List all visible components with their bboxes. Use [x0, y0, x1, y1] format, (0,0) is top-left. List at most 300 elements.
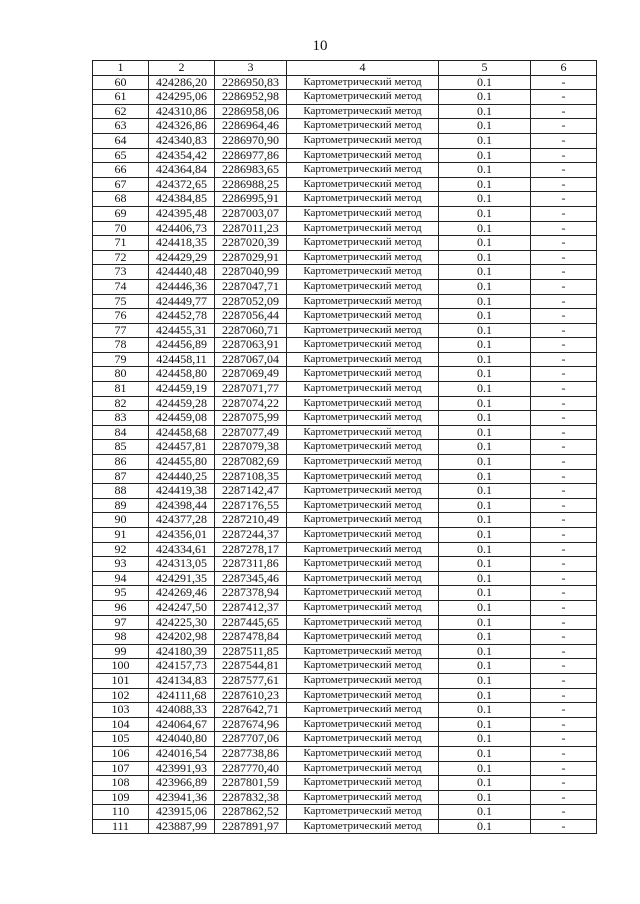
- table-row: [93, 571, 597, 586]
- table-row: [93, 790, 597, 805]
- note-cell: -: [531, 294, 597, 309]
- x-coordinate-cell: 424202,98: [149, 630, 215, 645]
- point-number-cell: 93: [93, 557, 149, 572]
- table-row: [93, 586, 597, 601]
- point-number-cell: 100: [93, 659, 149, 674]
- x-coordinate-cell: 424269,46: [149, 586, 215, 601]
- note-cell: -: [531, 192, 597, 207]
- table-row: [93, 659, 597, 674]
- method-cell: Картометрический метод: [287, 542, 439, 557]
- accuracy-cell: 0.1: [439, 600, 531, 615]
- method-cell: Картометрический метод: [287, 761, 439, 776]
- note-cell: -: [531, 630, 597, 645]
- accuracy-cell: 0.1: [439, 104, 531, 119]
- table-row: [93, 338, 597, 353]
- x-coordinate-cell: 424459,19: [149, 382, 215, 397]
- accuracy-cell: 0.1: [439, 382, 531, 397]
- y-coordinate-cell: 2287003,07: [215, 206, 287, 221]
- note-cell: -: [531, 382, 597, 397]
- y-coordinate-cell: 2287176,55: [215, 498, 287, 513]
- accuracy-cell: 0.1: [439, 703, 531, 718]
- accuracy-cell: 0.1: [439, 776, 531, 791]
- note-cell: -: [531, 571, 597, 586]
- y-coordinate-cell: 2287642,71: [215, 703, 287, 718]
- x-coordinate-cell: 424180,39: [149, 644, 215, 659]
- table-row: [93, 557, 597, 572]
- accuracy-cell: 0.1: [439, 819, 531, 834]
- table-row: [93, 513, 597, 528]
- note-cell: -: [531, 221, 597, 236]
- y-coordinate-cell: 2287074,22: [215, 396, 287, 411]
- y-coordinate-cell: 2287011,23: [215, 221, 287, 236]
- accuracy-cell: 0.1: [439, 688, 531, 703]
- x-coordinate-cell: 424384,85: [149, 192, 215, 207]
- method-cell: Картометрический метод: [287, 586, 439, 601]
- x-coordinate-cell: 424356,01: [149, 528, 215, 543]
- method-cell: Картометрический метод: [287, 732, 439, 747]
- accuracy-cell: 0.1: [439, 571, 531, 586]
- method-cell: Картометрический метод: [287, 440, 439, 455]
- method-cell: Картометрический метод: [287, 148, 439, 163]
- point-number-cell: 69: [93, 206, 149, 221]
- y-coordinate-cell: 2286970,90: [215, 133, 287, 148]
- method-cell: Картометрический метод: [287, 746, 439, 761]
- method-cell: Картометрический метод: [287, 133, 439, 148]
- point-number-cell: 103: [93, 703, 149, 718]
- note-cell: -: [531, 819, 597, 834]
- y-coordinate-cell: 2287278,17: [215, 542, 287, 557]
- table-row: [93, 148, 597, 163]
- method-cell: Картометрический метод: [287, 177, 439, 192]
- method-cell: Картометрический метод: [287, 119, 439, 134]
- y-coordinate-cell: 2287445,65: [215, 615, 287, 630]
- y-coordinate-cell: 2287047,71: [215, 279, 287, 294]
- x-coordinate-cell: 424440,25: [149, 469, 215, 484]
- point-number-cell: 80: [93, 367, 149, 382]
- point-number-cell: 68: [93, 192, 149, 207]
- note-cell: -: [531, 90, 597, 105]
- note-cell: -: [531, 265, 597, 280]
- point-number-cell: 111: [93, 819, 149, 834]
- y-coordinate-cell: 2287311,86: [215, 557, 287, 572]
- note-cell: -: [531, 659, 597, 674]
- table-row: [93, 396, 597, 411]
- method-cell: Картометрический метод: [287, 630, 439, 645]
- x-coordinate-cell: 424406,73: [149, 221, 215, 236]
- accuracy-cell: 0.1: [439, 498, 531, 513]
- accuracy-cell: 0.1: [439, 206, 531, 221]
- accuracy-cell: 0.1: [439, 528, 531, 543]
- table-row: [93, 819, 597, 834]
- y-coordinate-cell: 2287069,49: [215, 367, 287, 382]
- note-cell: -: [531, 206, 597, 221]
- y-coordinate-cell: 2287378,94: [215, 586, 287, 601]
- table-row: [93, 119, 597, 134]
- note-cell: -: [531, 644, 597, 659]
- method-cell: Картометрический метод: [287, 805, 439, 820]
- column-header-4: 4: [287, 61, 439, 76]
- point-number-cell: 92: [93, 542, 149, 557]
- x-coordinate-cell: 424455,80: [149, 455, 215, 470]
- x-coordinate-cell: 424458,80: [149, 367, 215, 382]
- x-coordinate-cell: 424458,68: [149, 425, 215, 440]
- note-cell: -: [531, 440, 597, 455]
- note-cell: -: [531, 688, 597, 703]
- point-number-cell: 75: [93, 294, 149, 309]
- y-coordinate-cell: 2286964,46: [215, 119, 287, 134]
- point-number-cell: 98: [93, 630, 149, 645]
- x-coordinate-cell: 423991,93: [149, 761, 215, 776]
- column-header-6: 6: [531, 61, 597, 76]
- accuracy-cell: 0.1: [439, 294, 531, 309]
- x-coordinate-cell: 424291,35: [149, 571, 215, 586]
- point-number-cell: 87: [93, 469, 149, 484]
- table-row: [93, 717, 597, 732]
- method-cell: Картометрический метод: [287, 469, 439, 484]
- point-number-cell: 79: [93, 352, 149, 367]
- table-row: [93, 455, 597, 470]
- method-cell: Картометрический метод: [287, 600, 439, 615]
- y-coordinate-cell: 2287244,37: [215, 528, 287, 543]
- accuracy-cell: 0.1: [439, 469, 531, 484]
- point-number-cell: 89: [93, 498, 149, 513]
- table-header-row: [93, 61, 597, 76]
- table-row: [93, 688, 597, 703]
- accuracy-cell: 0.1: [439, 279, 531, 294]
- note-cell: -: [531, 600, 597, 615]
- y-coordinate-cell: 2287079,38: [215, 440, 287, 455]
- method-cell: Картометрический метод: [287, 236, 439, 251]
- table-row: [93, 600, 597, 615]
- column-header-3: 3: [215, 61, 287, 76]
- x-coordinate-cell: 424340,83: [149, 133, 215, 148]
- table-row: [93, 75, 597, 90]
- table-row: [93, 761, 597, 776]
- note-cell: -: [531, 717, 597, 732]
- x-coordinate-cell: 424398,44: [149, 498, 215, 513]
- y-coordinate-cell: 2287029,91: [215, 250, 287, 265]
- point-number-cell: 70: [93, 221, 149, 236]
- accuracy-cell: 0.1: [439, 484, 531, 499]
- table-body: [93, 75, 597, 834]
- note-cell: -: [531, 352, 597, 367]
- y-coordinate-cell: 2287067,04: [215, 352, 287, 367]
- note-cell: -: [531, 425, 597, 440]
- y-coordinate-cell: 2287674,96: [215, 717, 287, 732]
- accuracy-cell: 0.1: [439, 411, 531, 426]
- y-coordinate-cell: 2287108,35: [215, 469, 287, 484]
- y-coordinate-cell: 2286952,98: [215, 90, 287, 105]
- x-coordinate-cell: 424440,48: [149, 265, 215, 280]
- point-number-cell: 106: [93, 746, 149, 761]
- note-cell: -: [531, 455, 597, 470]
- accuracy-cell: 0.1: [439, 659, 531, 674]
- accuracy-cell: 0.1: [439, 513, 531, 528]
- y-coordinate-cell: 2287610,23: [215, 688, 287, 703]
- table-row: [93, 250, 597, 265]
- table-row: [93, 192, 597, 207]
- y-coordinate-cell: 2287478,84: [215, 630, 287, 645]
- method-cell: Картометрический метод: [287, 513, 439, 528]
- accuracy-cell: 0.1: [439, 221, 531, 236]
- y-coordinate-cell: 2287020,39: [215, 236, 287, 251]
- x-coordinate-cell: 423887,99: [149, 819, 215, 834]
- accuracy-cell: 0.1: [439, 250, 531, 265]
- point-number-cell: 76: [93, 309, 149, 324]
- x-coordinate-cell: 424418,35: [149, 236, 215, 251]
- method-cell: Картометрический метод: [287, 294, 439, 309]
- y-coordinate-cell: 2287142,47: [215, 484, 287, 499]
- accuracy-cell: 0.1: [439, 148, 531, 163]
- note-cell: -: [531, 498, 597, 513]
- note-cell: -: [531, 615, 597, 630]
- x-coordinate-cell: 424295,06: [149, 90, 215, 105]
- point-number-cell: 72: [93, 250, 149, 265]
- x-coordinate-cell: 424134,83: [149, 673, 215, 688]
- x-coordinate-cell: 424458,11: [149, 352, 215, 367]
- y-coordinate-cell: 2286988,25: [215, 177, 287, 192]
- method-cell: Картометрический метод: [287, 703, 439, 718]
- accuracy-cell: 0.1: [439, 323, 531, 338]
- page-number: 10: [312, 38, 328, 54]
- table-row: [93, 294, 597, 309]
- method-cell: Картометрический метод: [287, 104, 439, 119]
- note-cell: -: [531, 703, 597, 718]
- y-coordinate-cell: 2287075,99: [215, 411, 287, 426]
- note-cell: -: [531, 119, 597, 134]
- y-coordinate-cell: 2286977,86: [215, 148, 287, 163]
- accuracy-cell: 0.1: [439, 163, 531, 178]
- point-number-cell: 84: [93, 425, 149, 440]
- column-header-1: 1: [93, 61, 149, 76]
- note-cell: -: [531, 528, 597, 543]
- table-row: [93, 528, 597, 543]
- accuracy-cell: 0.1: [439, 265, 531, 280]
- point-number-cell: 67: [93, 177, 149, 192]
- note-cell: -: [531, 309, 597, 324]
- y-coordinate-cell: 2287544,81: [215, 659, 287, 674]
- point-number-cell: 88: [93, 484, 149, 499]
- method-cell: Картометрический метод: [287, 338, 439, 353]
- point-number-cell: 66: [93, 163, 149, 178]
- accuracy-cell: 0.1: [439, 673, 531, 688]
- method-cell: Картометрический метод: [287, 717, 439, 732]
- table-row: [93, 411, 597, 426]
- method-cell: Картометрический метод: [287, 498, 439, 513]
- note-cell: -: [531, 250, 597, 265]
- table-row: [93, 221, 597, 236]
- note-cell: -: [531, 104, 597, 119]
- y-coordinate-cell: 2287345,46: [215, 571, 287, 586]
- point-number-cell: 83: [93, 411, 149, 426]
- note-cell: -: [531, 542, 597, 557]
- y-coordinate-cell: 2287077,49: [215, 425, 287, 440]
- table-row: [93, 703, 597, 718]
- accuracy-cell: 0.1: [439, 177, 531, 192]
- point-number-cell: 91: [93, 528, 149, 543]
- table-row: [93, 177, 597, 192]
- accuracy-cell: 0.1: [439, 615, 531, 630]
- method-cell: Картометрический метод: [287, 221, 439, 236]
- y-coordinate-cell: 2286983,65: [215, 163, 287, 178]
- x-coordinate-cell: 424395,48: [149, 206, 215, 221]
- point-number-cell: 78: [93, 338, 149, 353]
- table-row: [93, 425, 597, 440]
- note-cell: -: [531, 790, 597, 805]
- note-cell: -: [531, 776, 597, 791]
- method-cell: Картометрический метод: [287, 90, 439, 105]
- x-coordinate-cell: 424326,86: [149, 119, 215, 134]
- method-cell: Картометрический метод: [287, 528, 439, 543]
- accuracy-cell: 0.1: [439, 586, 531, 601]
- note-cell: -: [531, 673, 597, 688]
- note-cell: -: [531, 557, 597, 572]
- y-coordinate-cell: 2286995,91: [215, 192, 287, 207]
- table-row: [93, 542, 597, 557]
- table-row: [93, 382, 597, 397]
- y-coordinate-cell: 2287210,49: [215, 513, 287, 528]
- y-coordinate-cell: 2287082,69: [215, 455, 287, 470]
- method-cell: Картометрический метод: [287, 265, 439, 280]
- point-number-cell: 61: [93, 90, 149, 105]
- note-cell: -: [531, 323, 597, 338]
- accuracy-cell: 0.1: [439, 352, 531, 367]
- method-cell: Картометрический метод: [287, 484, 439, 499]
- x-coordinate-cell: 424419,38: [149, 484, 215, 499]
- x-coordinate-cell: 424247,50: [149, 600, 215, 615]
- y-coordinate-cell: 2287412,37: [215, 600, 287, 615]
- x-coordinate-cell: 424429,29: [149, 250, 215, 265]
- accuracy-cell: 0.1: [439, 732, 531, 747]
- x-coordinate-cell: 424459,28: [149, 396, 215, 411]
- point-number-cell: 62: [93, 104, 149, 119]
- accuracy-cell: 0.1: [439, 717, 531, 732]
- x-coordinate-cell: 424377,28: [149, 513, 215, 528]
- point-number-cell: 64: [93, 133, 149, 148]
- table-row: [93, 746, 597, 761]
- table-row: [93, 133, 597, 148]
- point-number-cell: 63: [93, 119, 149, 134]
- x-coordinate-cell: 424446,36: [149, 279, 215, 294]
- x-coordinate-cell: 424372,65: [149, 177, 215, 192]
- accuracy-cell: 0.1: [439, 644, 531, 659]
- accuracy-cell: 0.1: [439, 75, 531, 90]
- table-row: [93, 265, 597, 280]
- accuracy-cell: 0.1: [439, 790, 531, 805]
- x-coordinate-cell: 424452,78: [149, 309, 215, 324]
- method-cell: Картометрический метод: [287, 790, 439, 805]
- point-number-cell: 90: [93, 513, 149, 528]
- note-cell: -: [531, 411, 597, 426]
- x-coordinate-cell: 424313,05: [149, 557, 215, 572]
- x-coordinate-cell: 424456,89: [149, 338, 215, 353]
- method-cell: Картометрический метод: [287, 250, 439, 265]
- accuracy-cell: 0.1: [439, 455, 531, 470]
- method-cell: Картометрический метод: [287, 455, 439, 470]
- table-row: [93, 469, 597, 484]
- x-coordinate-cell: 424310,86: [149, 104, 215, 119]
- point-number-cell: 105: [93, 732, 149, 747]
- x-coordinate-cell: 424111,68: [149, 688, 215, 703]
- table-row: [93, 644, 597, 659]
- method-cell: Картометрический метод: [287, 571, 439, 586]
- y-coordinate-cell: 2287052,09: [215, 294, 287, 309]
- point-number-cell: 86: [93, 455, 149, 470]
- table-row: [93, 279, 597, 294]
- table-row: [93, 630, 597, 645]
- x-coordinate-cell: 424354,42: [149, 148, 215, 163]
- note-cell: -: [531, 148, 597, 163]
- note-cell: -: [531, 732, 597, 747]
- accuracy-cell: 0.1: [439, 367, 531, 382]
- point-number-cell: 99: [93, 644, 149, 659]
- point-number-cell: 95: [93, 586, 149, 601]
- point-number-cell: 73: [93, 265, 149, 280]
- y-coordinate-cell: 2287060,71: [215, 323, 287, 338]
- y-coordinate-cell: 2287891,97: [215, 819, 287, 834]
- y-coordinate-cell: 2286950,83: [215, 75, 287, 90]
- method-cell: Картометрический метод: [287, 352, 439, 367]
- method-cell: Картометрический метод: [287, 367, 439, 382]
- point-number-cell: 60: [93, 75, 149, 90]
- x-coordinate-cell: 424064,67: [149, 717, 215, 732]
- table-row: [93, 484, 597, 499]
- y-coordinate-cell: 2286958,06: [215, 104, 287, 119]
- accuracy-cell: 0.1: [439, 309, 531, 324]
- y-coordinate-cell: 2287862,52: [215, 805, 287, 820]
- point-number-cell: 96: [93, 600, 149, 615]
- note-cell: -: [531, 469, 597, 484]
- method-cell: Картометрический метод: [287, 309, 439, 324]
- method-cell: Картометрический метод: [287, 673, 439, 688]
- accuracy-cell: 0.1: [439, 133, 531, 148]
- point-number-cell: 110: [93, 805, 149, 820]
- coordinates-table: [92, 60, 597, 834]
- x-coordinate-cell: 424457,81: [149, 440, 215, 455]
- column-header-2: 2: [149, 61, 215, 76]
- accuracy-cell: 0.1: [439, 90, 531, 105]
- y-coordinate-cell: 2287707,06: [215, 732, 287, 747]
- point-number-cell: 102: [93, 688, 149, 703]
- y-coordinate-cell: 2287056,44: [215, 309, 287, 324]
- method-cell: Картометрический метод: [287, 192, 439, 207]
- table-row: [93, 90, 597, 105]
- accuracy-cell: 0.1: [439, 761, 531, 776]
- accuracy-cell: 0.1: [439, 338, 531, 353]
- accuracy-cell: 0.1: [439, 192, 531, 207]
- point-number-cell: 104: [93, 717, 149, 732]
- method-cell: Картометрический метод: [287, 411, 439, 426]
- method-cell: Картометрический метод: [287, 206, 439, 221]
- point-number-cell: 101: [93, 673, 149, 688]
- x-coordinate-cell: 424016,54: [149, 746, 215, 761]
- point-number-cell: 77: [93, 323, 149, 338]
- y-coordinate-cell: 2287577,61: [215, 673, 287, 688]
- note-cell: -: [531, 177, 597, 192]
- x-coordinate-cell: 424459,08: [149, 411, 215, 426]
- accuracy-cell: 0.1: [439, 542, 531, 557]
- table-row: [93, 367, 597, 382]
- column-header-5: 5: [439, 61, 531, 76]
- y-coordinate-cell: 2287511,85: [215, 644, 287, 659]
- accuracy-cell: 0.1: [439, 119, 531, 134]
- note-cell: -: [531, 746, 597, 761]
- table-row: [93, 206, 597, 221]
- x-coordinate-cell: 424157,73: [149, 659, 215, 674]
- x-coordinate-cell: 424286,20: [149, 75, 215, 90]
- y-coordinate-cell: 2287040,99: [215, 265, 287, 280]
- note-cell: -: [531, 279, 597, 294]
